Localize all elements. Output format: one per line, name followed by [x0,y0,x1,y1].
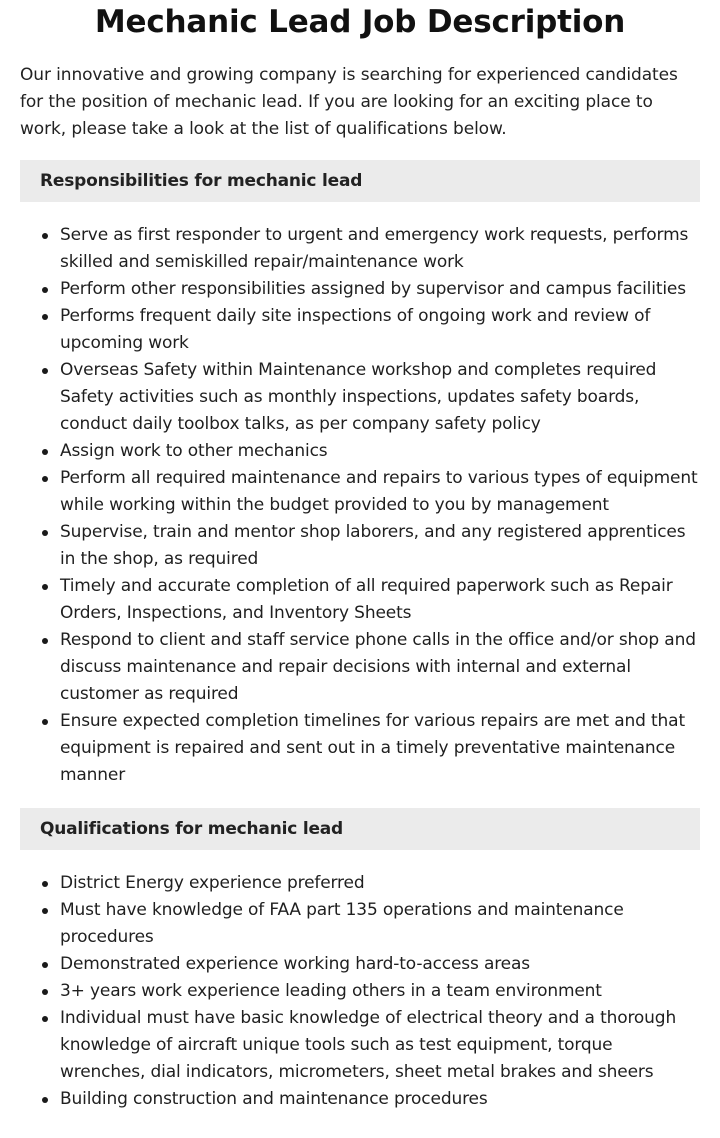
list-item: Performs frequent daily site inspections of ongoing work and review of upcoming work [60,303,700,357]
list-item: Overseas Safety within Maintenance workshop and completes required Safety activities such as monthly inspections, updates safety boards, conduct daily toolbox talks, as per company safety policy [60,357,700,438]
list-item: District Energy experience preferred [60,870,700,897]
list-item: Building construction and maintenance procedures [60,1086,700,1113]
qualifications-list [20,870,700,1113]
list-item: Respond to client and staff service phone calls in the office and/or shop and discuss maintenance and repair decisions with internal and external customer as required [60,627,700,708]
list-item: Serve as first responder to urgent and emergency work requests, performs skilled and semiskilled repair/maintenance work [60,222,700,276]
list-item: Timely and accurate completion of all required paperwork such as Repair Orders, Inspections, and Inventory Sheets [60,573,700,627]
list-item: Must have knowledge of FAA part 135 operations and maintenance procedures [60,897,700,951]
list-item: Perform other responsibilities assigned by supervisor and campus facilities [60,276,700,303]
qualifications-heading: Qualifications for mechanic lead [20,808,700,850]
list-item: Demonstrated experience working hard-to-access areas [60,951,700,978]
list-item: Ensure expected completion timelines for various repairs are met and that equipment is repaired and sent out in a timely preventative maintenance manner [60,708,700,789]
responsibilities-list [20,222,700,789]
responsibilities-heading: Responsibilities for mechanic lead [20,160,700,202]
list-item: Perform all required maintenance and repairs to various types of equipment while working within the budget provided to you by management [60,465,700,519]
list-item: 3+ years work experience leading others in a team environment [60,978,700,1005]
page-title: Mechanic Lead Job Description [94,4,626,40]
intro-paragraph: Our innovative and growing company is searching for experienced candidates for the position of mechanic lead. If you are looking for an exciting place to work, please take a look at the list of qualifications below. [20,65,678,139]
list-item: Assign work to other mechanics [60,438,700,465]
list-item: Individual must have basic knowledge of electrical theory and a thorough knowledge of aircraft unique tools such as test equipment, torque wrenches, dial indicators, micrometers, sheet metal brakes and sheers [60,1005,700,1086]
list-item: Supervise, train and mentor shop laborers, and any registered apprentices in the shop, as required [60,519,700,573]
